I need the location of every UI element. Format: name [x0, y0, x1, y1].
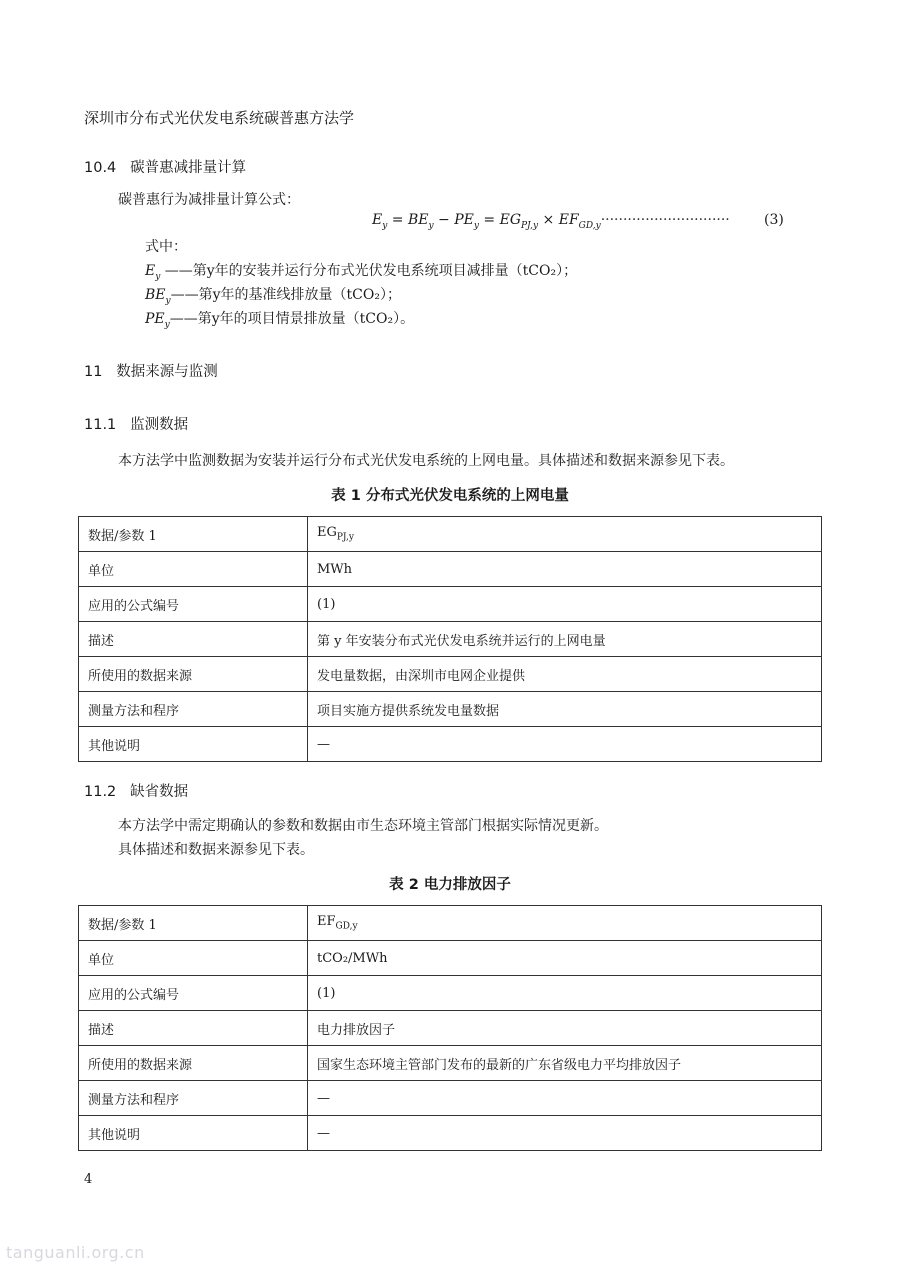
table-value: $EG_{PJ,y}$ — [308, 517, 822, 552]
table-row — [79, 692, 822, 727]
section-number: 10.4 — [84, 160, 117, 176]
section-heading-11 — [84, 360, 218, 381]
table-1 — [78, 516, 822, 762]
table-2-caption: 表 2 电力排放因子 — [389, 877, 511, 893]
table-value: tCO₂/MWh — [308, 941, 822, 976]
table-key: 数据/参数 1 — [79, 517, 308, 552]
table-row — [79, 517, 822, 552]
table-key: 所使用的数据来源 — [79, 657, 308, 692]
formula-intro: 碳普惠行为减排量计算公式： — [118, 192, 300, 208]
table-row — [79, 1011, 822, 1046]
table-row — [79, 622, 822, 657]
table-row — [79, 587, 822, 622]
table-value: $EF_{GD,y}$ — [308, 906, 822, 941]
table-value: — — [308, 1116, 822, 1151]
table-value: 国家生态环境主管部门发布的最新的广东省级电力平均排放因子 — [308, 1046, 822, 1081]
section-number: 11 — [84, 364, 103, 380]
page-number: 4 — [84, 1172, 93, 1187]
formula-number: (3) — [764, 212, 784, 228]
document-header: 深圳市分布式光伏发电系统碳普惠方法学 — [84, 109, 355, 127]
table-key: 单位 — [79, 552, 308, 587]
where-label: 式中： — [145, 239, 187, 255]
section-title: 缺省数据 — [130, 784, 189, 800]
table-value: 第 y 年安装分布式光伏发电系统并运行的上网电量 — [308, 622, 822, 657]
section-heading-10-4 — [84, 156, 246, 177]
table-value: 发电量数据，由深圳市电网企业提供 — [308, 657, 822, 692]
leader-dots: ····························· — [600, 212, 730, 228]
table-value: (1) — [308, 976, 822, 1011]
table-row — [79, 906, 822, 941]
table-row — [79, 657, 822, 692]
paragraph: 本方法学中需定期确认的参数和数据由市生态环境主管部门根据实际情况更新。 — [118, 818, 608, 834]
legend-item: $E_y$ ——第y年的安装并运行分布式光伏发电系统项目减排量（tCO₂）； — [145, 263, 578, 282]
section-number: 11.1 — [84, 417, 117, 433]
table-key: 应用的公式编号 — [79, 976, 308, 1011]
table-key: 测量方法和程序 — [79, 692, 308, 727]
table-row — [79, 941, 822, 976]
section-title: 监测数据 — [130, 417, 189, 433]
section-number: 11.2 — [84, 784, 117, 800]
table-key: 数据/参数 1 — [79, 906, 308, 941]
legend-item: $PE_y——$第y年的项目情景排放量（tCO₂）。 — [145, 311, 415, 330]
legend-item: $BE_y——$第y年的基准线排放量（tCO₂）； — [145, 287, 401, 306]
table-value: 项目实施方提供系统发电量数据 — [308, 692, 822, 727]
table-row — [79, 1116, 822, 1151]
table-row — [79, 976, 822, 1011]
table-value: — — [308, 727, 822, 762]
table-key: 其他说明 — [79, 1116, 308, 1151]
section-title: 数据来源与监测 — [116, 364, 218, 380]
formula-3: $E_y = BE_y - PE_y = EG_{PJ,y} \times EF_{GD,y}\cdot\cdot\cdot\cdot\cdot\cdot\cdot\cdot\cdot\cdot\cdot\cdot\cdot\cdot\cdot\cdot\cdot\cdot\cdot\cdot\cdot\cdot\cdot\cdot\cdot\cdot\cdot\cdot\cdot$ — [372, 212, 730, 231]
table-key: 描述 — [79, 622, 308, 657]
table-key: 测量方法和程序 — [79, 1081, 308, 1116]
table-2 — [78, 905, 822, 1151]
watermark: tanguanli.org.cn — [6, 1243, 145, 1262]
table-row — [79, 1081, 822, 1116]
table-key: 所使用的数据来源 — [79, 1046, 308, 1081]
section-heading-11-2 — [84, 780, 188, 801]
paragraph: 本方法学中监测数据为安装并运行分布式光伏发电系统的上网电量。具体描述和数据来源参见下表。 — [118, 453, 734, 469]
table-row — [79, 552, 822, 587]
paragraph: 具体描述和数据来源参见下表。 — [118, 842, 314, 858]
table-value: (1) — [308, 587, 822, 622]
table-key: 单位 — [79, 941, 308, 976]
table-row — [79, 1046, 822, 1081]
table-row — [79, 727, 822, 762]
table-value: MWh — [308, 552, 822, 587]
table-key: 其他说明 — [79, 727, 308, 762]
table-key: 描述 — [79, 1011, 308, 1046]
table-key: 应用的公式编号 — [79, 587, 308, 622]
table-value: 电力排放因子 — [308, 1011, 822, 1046]
table-value: — — [308, 1081, 822, 1116]
section-title: 碳普惠减排量计算 — [130, 160, 247, 176]
table-1-caption: 表 1 分布式光伏发电系统的上网电量 — [331, 488, 569, 504]
section-heading-11-1 — [84, 413, 188, 434]
